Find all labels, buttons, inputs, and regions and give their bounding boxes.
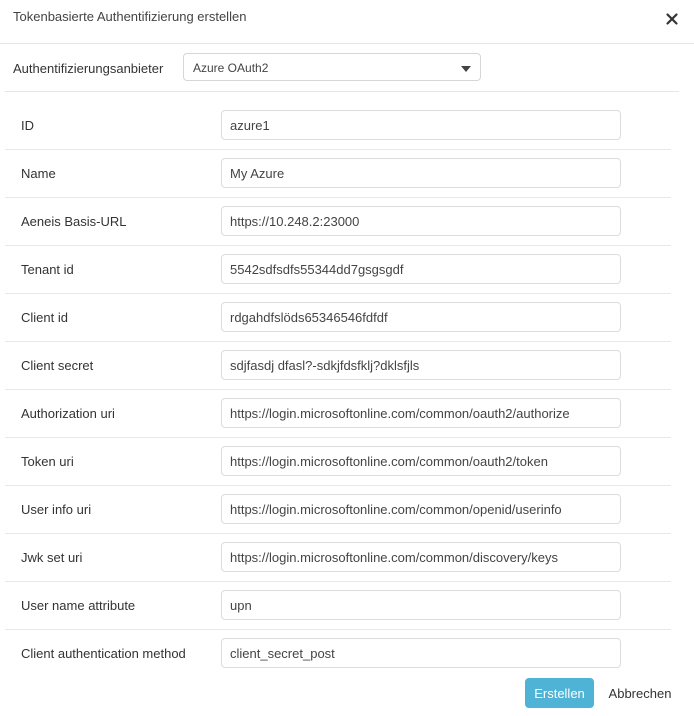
field-label: Client authentication method — [21, 646, 186, 661]
name-input[interactable] — [221, 158, 621, 188]
field-row-token-uri — [5, 438, 671, 486]
field-label: Jwk set uri — [21, 550, 83, 565]
field-row-client-id — [5, 294, 671, 342]
field-label: Client secret — [21, 358, 94, 373]
create-button[interactable]: Erstellen — [525, 678, 594, 708]
authorization-uri-input[interactable] — [221, 398, 621, 428]
provider-select-value: Azure OAuth2 — [193, 61, 269, 75]
tenant-id-input[interactable] — [221, 254, 621, 284]
provider-select[interactable] — [183, 53, 481, 81]
base-url-input[interactable] — [221, 206, 621, 236]
field-label: Client id — [21, 310, 68, 325]
field-row-jwk-set-uri — [5, 534, 671, 582]
close-icon — [664, 11, 680, 27]
field-row-user-name-attribute — [5, 582, 671, 630]
field-label: User name attribute — [21, 598, 136, 613]
jwk-set-uri-input[interactable] — [221, 542, 621, 572]
field-label: Authorization uri — [21, 406, 115, 421]
dialog-title: Tokenbasierte Authentifizierung erstellen — [13, 9, 247, 24]
provider-label: Authentifizierungsanbieter — [13, 61, 164, 76]
fields-form — [5, 102, 671, 677]
field-row-user-info-uri — [5, 486, 671, 534]
field-label: Aeneis Basis-URL — [21, 214, 127, 229]
field-label: User info uri — [21, 502, 92, 517]
token-uri-input[interactable] — [221, 446, 621, 476]
divider — [5, 91, 679, 92]
client-secret-input[interactable] — [221, 350, 621, 380]
field-row-authorization-uri — [5, 390, 671, 438]
field-label: Name — [21, 166, 56, 181]
id-input[interactable] — [221, 110, 621, 140]
field-row-id — [5, 102, 671, 150]
user-name-attribute-input[interactable] — [221, 590, 621, 620]
close-button[interactable] — [664, 11, 680, 27]
field-label: Tenant id — [21, 262, 74, 277]
client-auth-method-input[interactable] — [221, 638, 621, 668]
client-id-input[interactable] — [221, 302, 621, 332]
cancel-button[interactable]: Abbrechen — [602, 678, 678, 708]
user-info-uri-input[interactable] — [221, 494, 621, 524]
field-row-client-auth-method — [5, 630, 671, 677]
field-row-tenant-id — [5, 246, 671, 294]
field-row-base-url — [5, 198, 671, 246]
provider-row — [0, 44, 694, 92]
caret-down-icon — [461, 66, 471, 72]
field-row-name — [5, 150, 671, 198]
field-label: Token uri — [21, 454, 74, 469]
field-row-client-secret — [5, 342, 671, 390]
field-label: ID — [21, 118, 34, 133]
dialog-header — [0, 0, 694, 44]
